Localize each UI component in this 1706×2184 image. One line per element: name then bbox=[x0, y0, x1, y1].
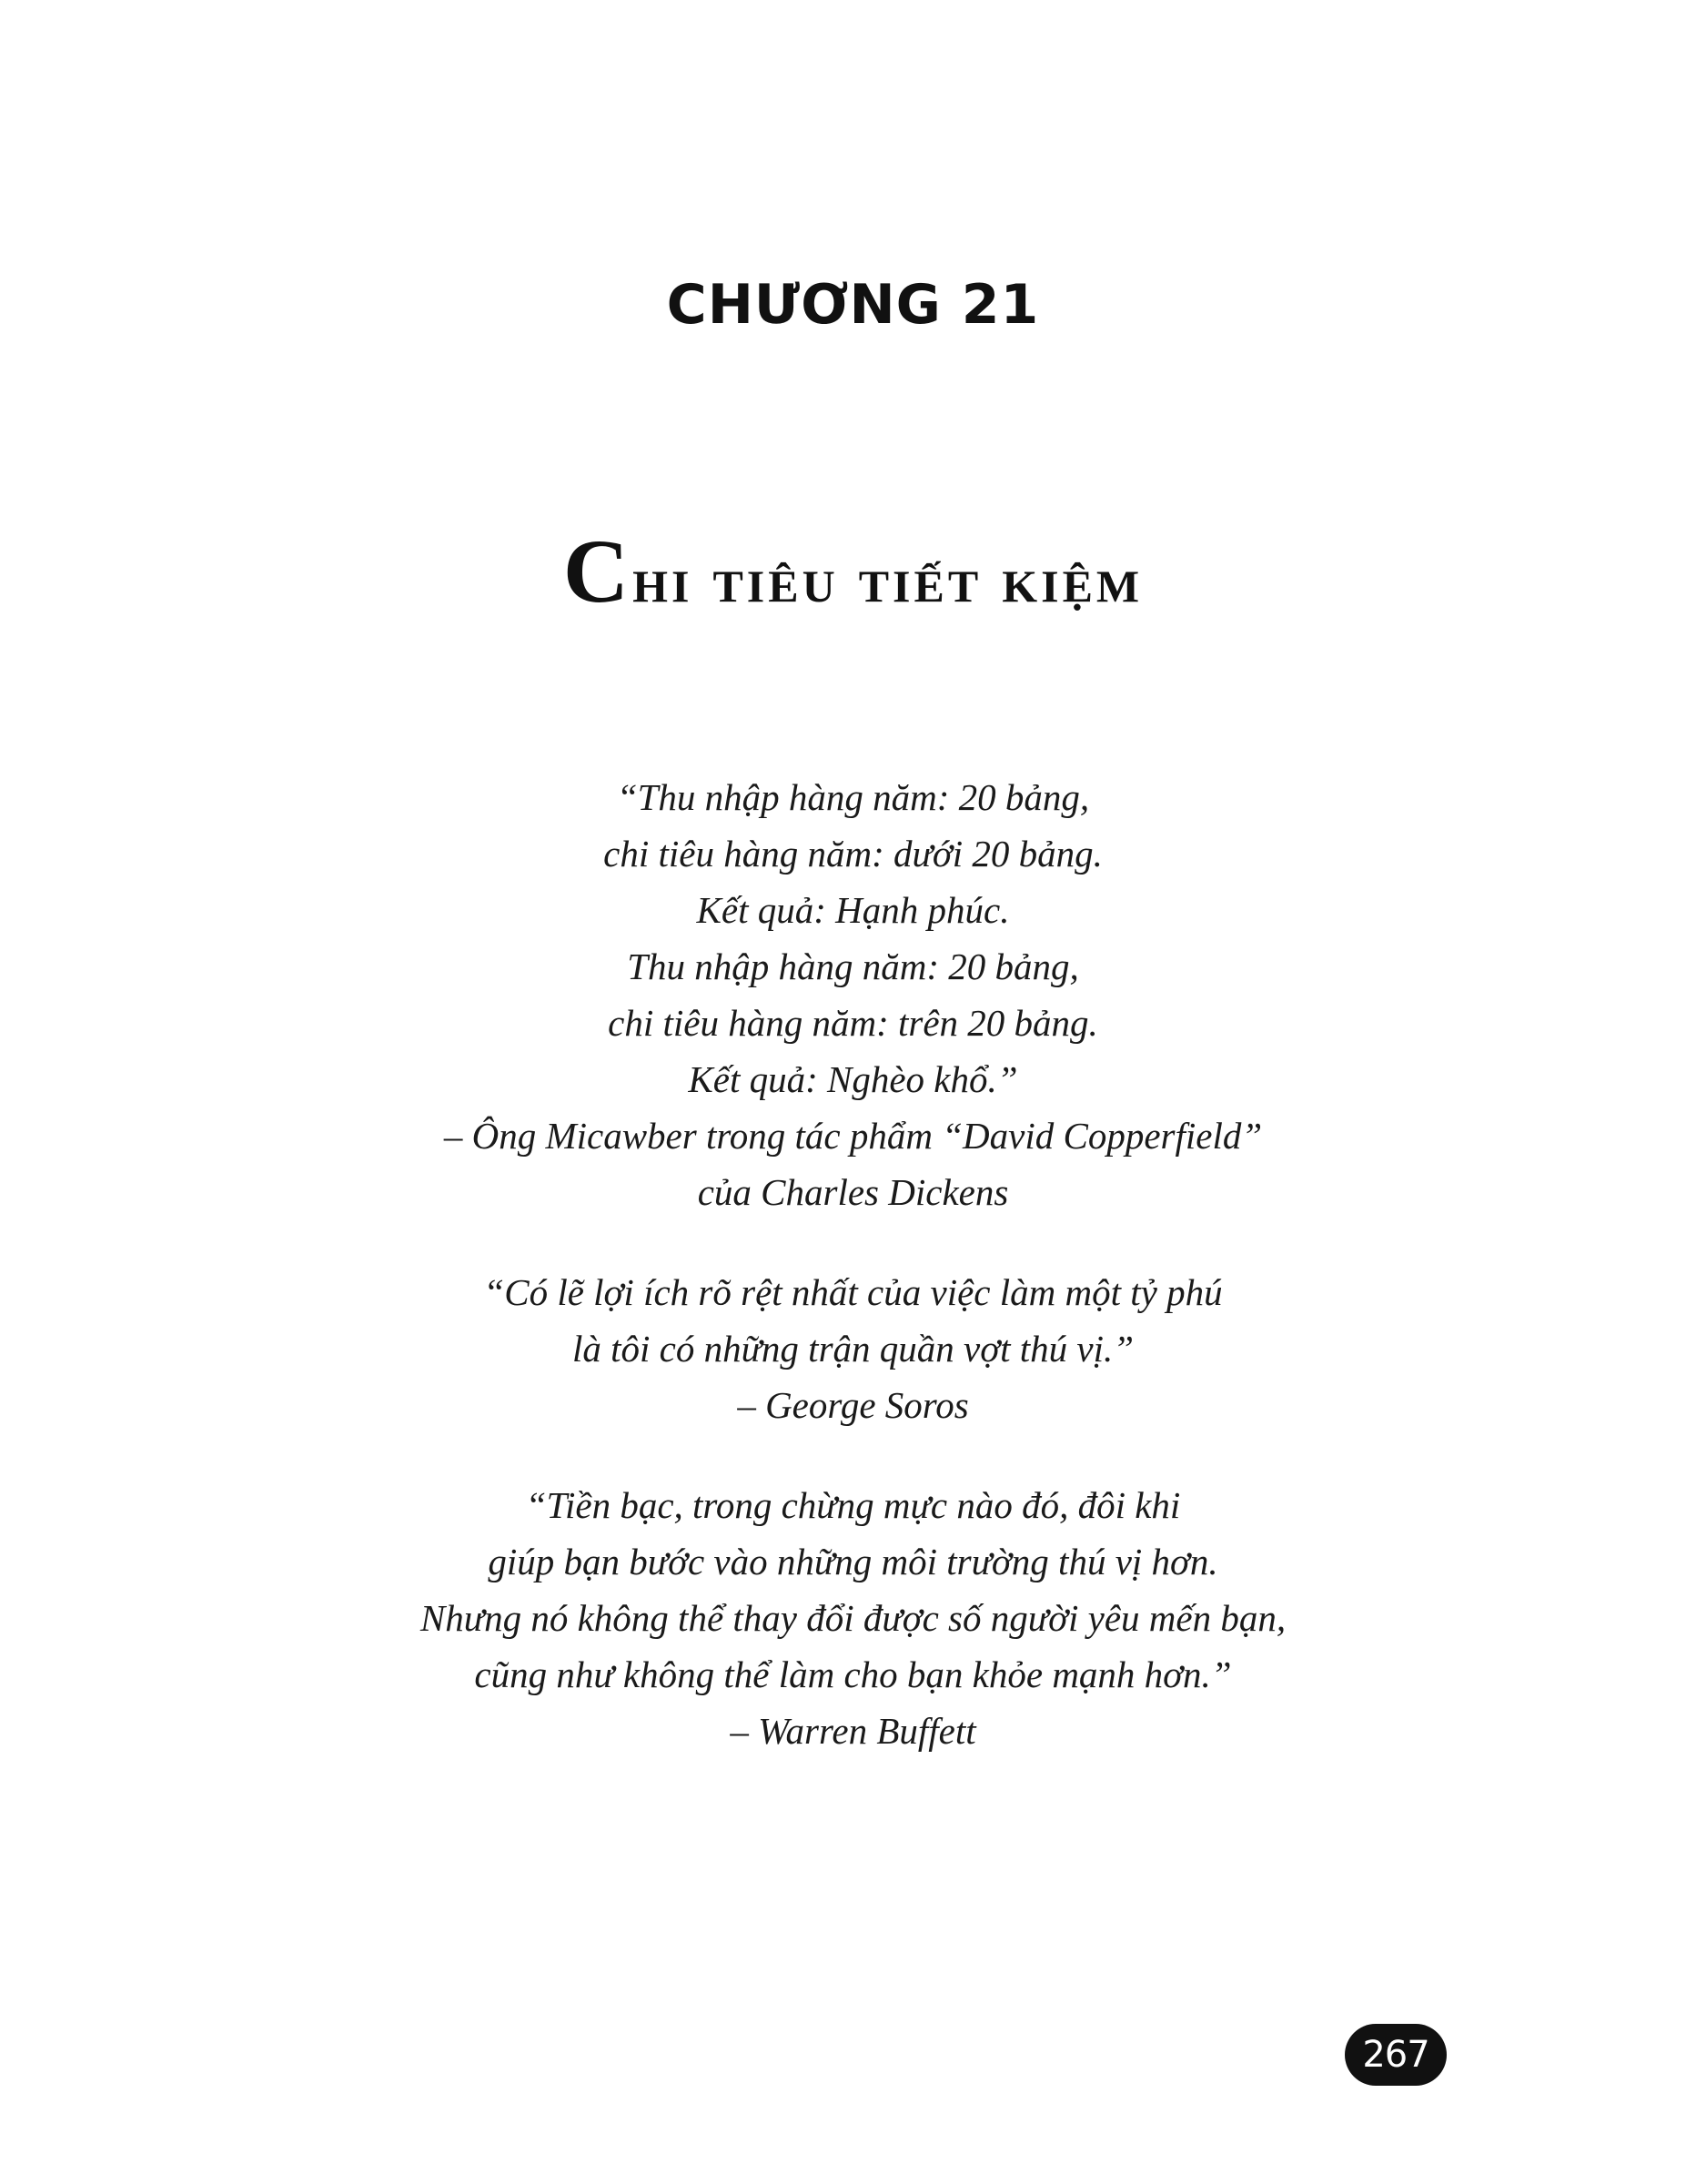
quote-line: cũng như không thể làm cho bạn khỏe mạnh hơn.” bbox=[474, 1653, 1232, 1695]
quote-line: “Có lẽ lợi ích rõ rệt nhất của việc làm một tỷ phú bbox=[483, 1271, 1223, 1313]
quote-line: “Tiền bạc, trong chừng mực nào đó, đôi khi bbox=[525, 1484, 1181, 1526]
quote-line: Thu nhập hàng năm: 20 bảng, bbox=[627, 945, 1079, 987]
quote-line: giúp bạn bước vào những môi trường thú vị hơn. bbox=[488, 1541, 1218, 1582]
quote-line: Kết quả: Hạnh phúc. bbox=[696, 889, 1010, 931]
quote-soros bbox=[0, 1264, 1706, 1433]
quote-line: chi tiêu hàng năm: dưới 20 bảng. bbox=[603, 833, 1103, 875]
quote-line: là tôi có những trận quần vợt thú vị.” bbox=[571, 1328, 1135, 1370]
quote-micawber bbox=[0, 769, 1706, 1220]
quote-attribution: – Ông Micawber trong tác phẩm “David Copperfield” bbox=[443, 1115, 1263, 1157]
quote-attribution: của Charles Dickens bbox=[697, 1171, 1009, 1213]
epigraph-quotes bbox=[0, 769, 1706, 1803]
chapter-label: CHƯƠNG 21 bbox=[666, 273, 1040, 337]
chapter-title: Chi tiêu tiết kiệm bbox=[562, 521, 1144, 622]
quote-line: Nhưng nó không thể thay đổi được số người yêu mến bạn, bbox=[419, 1597, 1287, 1639]
quote-line: Kết quả: Nghèo khổ.” bbox=[688, 1058, 1018, 1100]
page-number-badge: 267 bbox=[1345, 2024, 1447, 2086]
quote-attribution: – Warren Buffett bbox=[730, 1710, 976, 1752]
quote-buffett bbox=[0, 1477, 1706, 1759]
quote-line: “Thu nhập hàng năm: 20 bảng, bbox=[616, 776, 1090, 818]
quote-line: chi tiêu hàng năm: trên 20 bảng. bbox=[608, 1002, 1098, 1044]
quote-attribution: – George Soros bbox=[737, 1384, 969, 1426]
